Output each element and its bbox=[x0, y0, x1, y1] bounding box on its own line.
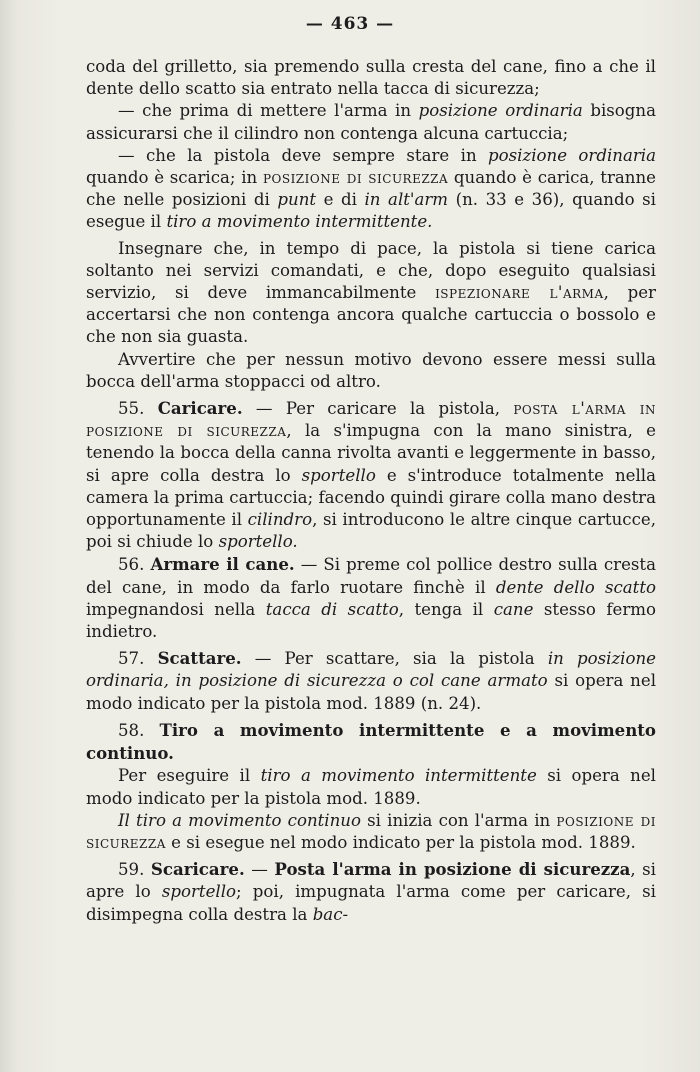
italic-text: cane bbox=[493, 599, 534, 619]
italic-text: tiro a movimento intermittente bbox=[260, 766, 537, 786]
text-run: — bbox=[244, 860, 275, 880]
paragraph bbox=[86, 765, 656, 809]
text-run: impegnandosi nella bbox=[86, 599, 266, 619]
italic-text: tiro a movimento intermittente. bbox=[166, 212, 433, 232]
section-heading: Tiro a movimento intermittente e a movimento continuo. bbox=[86, 719, 656, 764]
paragraph bbox=[86, 553, 656, 643]
text-run: (n. 33 e 36), quando si esegue il bbox=[86, 190, 656, 232]
italic-text: bac- bbox=[312, 904, 349, 924]
small-caps-text: posizione di sicurezza bbox=[86, 810, 656, 852]
text-run: Insegnare che, in tempo di pace, la pistola si tiene carica soltanto nei servizi comandati, e che, dopo eseguito qualsiasi servizio, si deve immancabilmente bbox=[86, 238, 656, 303]
text-run: , tenga il bbox=[398, 599, 494, 619]
page-number: — 463 — bbox=[305, 14, 395, 34]
text-run: e s'introduce totalmente nella camera la prima cartuccia; facendo quindi girare colla mano destra opportunamente il bbox=[86, 465, 656, 530]
section-heading: Scattare. bbox=[157, 648, 242, 669]
italic-text: posizione ordinaria bbox=[418, 101, 583, 121]
italic-text: cilindro bbox=[247, 510, 313, 530]
paragraph bbox=[86, 858, 656, 926]
italic-text: tacca di scatto bbox=[265, 599, 399, 619]
text-run: si opera nel modo indicato per la pistola mod. 1889 (n. 24). bbox=[86, 671, 656, 713]
italic-text: sportello bbox=[301, 465, 376, 485]
section-heading: Armare il cane. bbox=[150, 554, 295, 575]
small-caps-text: posta l'arma in posizione di sicurezza bbox=[86, 399, 656, 441]
text-run: 58. bbox=[118, 720, 160, 740]
text-run: stesso fermo indietro. bbox=[86, 599, 657, 642]
paragraph bbox=[86, 238, 656, 349]
text-run: si inizia con l'arma in bbox=[360, 810, 557, 830]
italic-text: Il tiro a movimento continuo bbox=[118, 810, 361, 830]
text-run: 56. bbox=[118, 555, 151, 575]
text-run: coda del grilletto, sia premendo sulla cresta del cane, fino a che il dente dello scatto sia entrato nella tacca di sicurezza; bbox=[86, 57, 656, 99]
text-run: , si introducono le altre cinque cartucce, poi si chiude lo bbox=[86, 510, 656, 552]
text-run: bisogna assicurarsi che il cilindro non contenga alcuna cartuccia; bbox=[86, 101, 656, 143]
paragraph bbox=[86, 810, 656, 854]
paragraph bbox=[86, 397, 656, 553]
section-heading: Posta l'arma in posizione di sicurezza bbox=[274, 859, 631, 880]
italic-text: posizione ordinaria bbox=[488, 145, 656, 165]
text-run: ; poi, impugnata l'arma come per caricare, si disimpegna colla destra la bbox=[86, 882, 656, 924]
paragraph bbox=[86, 100, 656, 144]
italic-text: sportello. bbox=[218, 532, 298, 552]
text-run: 57. bbox=[118, 649, 158, 669]
italic-text: in alt'arm bbox=[364, 190, 449, 210]
text-run: 55. bbox=[118, 399, 158, 419]
text-run: , per accertarsi che non contenga ancora qualche cartuccia o bossolo e che non sia guasta. bbox=[86, 283, 656, 347]
paragraph bbox=[86, 647, 656, 715]
italic-text: in posizione ordinaria, in posizione di sicurezza o col cane armato bbox=[86, 649, 656, 691]
italic-text: punt bbox=[277, 190, 317, 210]
text-run: — che prima di mettere l'arma in bbox=[118, 101, 419, 121]
text-run: si opera nel modo indicato per la pistola mod. 1889. bbox=[86, 766, 656, 808]
text-run: — Per caricare la pistola, bbox=[242, 399, 514, 419]
paragraph bbox=[86, 56, 656, 100]
paragraph bbox=[86, 349, 656, 393]
text-run: Avvertire che per nessun motivo devono essere messi sulla bocca dell'arma stoppacci od altro. bbox=[86, 349, 656, 391]
small-caps-text: posizione di sicurezza bbox=[262, 168, 449, 188]
text-run: 59. bbox=[118, 860, 151, 880]
text-run: — Per scattare, sia la pistola bbox=[241, 649, 548, 669]
section-heading: Scaricare. bbox=[150, 859, 245, 880]
text-run: e di bbox=[316, 190, 365, 210]
text-run: , si apre lo bbox=[86, 860, 656, 902]
small-caps-text: ispezionare l'arma bbox=[435, 283, 604, 303]
text-run: quando è scarica; in bbox=[86, 168, 263, 188]
italic-text: sportello bbox=[161, 882, 237, 902]
paragraph bbox=[86, 719, 656, 765]
text-run: — Si preme col pollice destro sulla cresta del cane, in modo da farlo ruotare finchè il bbox=[86, 555, 656, 597]
text-run: Per eseguire il bbox=[118, 766, 261, 786]
text-run: e si esegue nel modo indicato per la pistola mod. 1889. bbox=[165, 832, 636, 852]
italic-text: dente dello scatto bbox=[495, 577, 656, 597]
paragraph bbox=[86, 145, 656, 234]
text-run: quando è carica, tranne che nelle posizioni di bbox=[86, 168, 656, 210]
text-run: — che la pistola deve sempre stare in bbox=[118, 145, 489, 165]
section-heading: Caricare. bbox=[157, 398, 243, 419]
text-run: , la s'impugna con la mano sinistra, e tenendo la bocca della canna rivolta avanti e leggermente in basso, si apre colla destra lo bbox=[86, 421, 656, 485]
body-text bbox=[86, 56, 656, 926]
